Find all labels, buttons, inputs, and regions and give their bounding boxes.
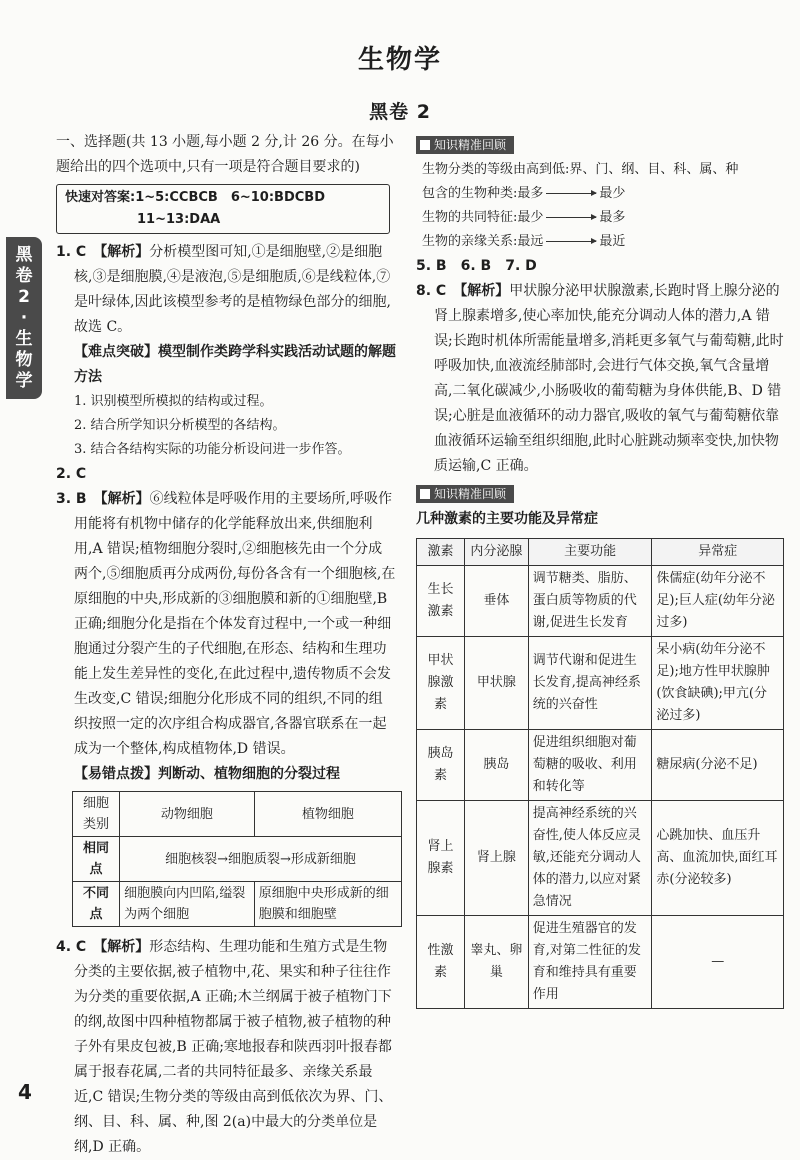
table-header: 细胞类别 xyxy=(73,792,120,837)
quick-answer-line1: 快速对答案:1~5:CCBCB 6~10:BDCBD xyxy=(65,190,325,205)
hormone-table xyxy=(416,538,784,1009)
page-title: 生物学 xyxy=(357,45,442,75)
quick-answer-box xyxy=(56,184,390,234)
table-cell: 胰岛 xyxy=(464,730,528,801)
arrow-right-icon xyxy=(546,241,596,242)
review-row xyxy=(422,206,784,230)
table-row xyxy=(417,539,784,566)
answer-text: 甲状腺分泌甲状腺激素,长跑时肾上腺分泌的肾上腺素增多,使心率加快,能充分调动人体的潜力,A 错误;长跑时机体所需能量增多,消耗更多氧气与葡萄糖,此时呼吸加快,血液流经肺部时,会进行气体交换,氧气含量增高,二氧化碳减少,小肠吸收的葡萄糖为身体供能,B、D 错误;心脏是血液循环的动力器官,吸收的氧气与葡萄糖依靠血液循环运输至组织细胞,此时心脏跳动频率变快,加快物质运输,C 正确。 xyxy=(434,283,784,474)
answer-q5: 5. B xyxy=(416,258,447,274)
side-tab-char: 学 xyxy=(15,370,33,391)
table-cell: 心跳加快、血压升高、血流加快,面红耳赤(分泌较多) xyxy=(652,801,784,916)
review-label: 生物的共同特征: xyxy=(422,210,518,225)
table-cell: 调节代谢和促进生长发育,提高神经系统的兴奋性 xyxy=(528,637,652,730)
table-row xyxy=(417,566,784,637)
table-row xyxy=(73,792,402,837)
tip-step: 3. 结合各结构实际的功能分析设问进一步作答。 xyxy=(74,442,351,457)
review-row xyxy=(422,230,784,254)
table-cell: 肾上腺 xyxy=(464,801,528,916)
table-cell: 细胞核裂→细胞质裂→形成新细胞 xyxy=(120,837,402,882)
table-cell: 性激素 xyxy=(417,916,465,1009)
answer-q4 xyxy=(56,935,396,1160)
table-cell: — xyxy=(652,916,784,1009)
answer-q7: 7. D xyxy=(505,258,537,274)
table-cell: 睾丸、卵巢 xyxy=(464,916,528,1009)
answer-label: 8. C 【解析】 xyxy=(416,283,510,299)
table-row xyxy=(417,637,784,730)
side-tab-char: · xyxy=(20,307,28,328)
answer-text: ⑥线粒体是呼吸作用的主要场所,呼吸作用能将有机物中储存的化学能释放出来,供细胞利用,A 错误;植物细胞分裂时,②细胞核先由一个分成两个,⑤细胞质再分成两份,每份各含有一个细胞核,在原细胞的中央,形成新的③细胞膜和新的①细胞壁,B 正确;细胞分化是指在个体发育过程中,一个或一种细胞通过分裂产生的子代细胞,在形态、结构和生理功能上发生差异性的变化,在此过程中,遗传物质不会发生改变,C 错误;细胞分化形成不同的组织,不同的组织按照一定的次序组合构成器官,各器官联系在一起成为一个整体,构成植物体,D 错误。 xyxy=(74,491,396,757)
table-cell: 糖尿病(分泌不足) xyxy=(652,730,784,801)
table-cell: 侏儒症(幼年分泌不足);巨人症(幼年分泌过多) xyxy=(652,566,784,637)
table-cell: 提高神经系统的兴奋性,使人体反应灵敏,还能充分调动人体的潜力,以应对紧急情况 xyxy=(528,801,652,916)
table-row xyxy=(73,837,402,882)
tip-title: 【易错点拨】判断动、植物细胞的分裂过程 xyxy=(74,766,340,782)
review-label: 生物的亲缘关系: xyxy=(422,234,518,249)
book-icon xyxy=(420,489,430,499)
quick-answer-line2: 11~13:DAA xyxy=(137,212,221,227)
table-cell: 细胞膜向内凹陷,缢裂为两个细胞 xyxy=(120,882,255,927)
table-cell: 促进生殖器官的发育,对第二性征的发育和维持具有重要作用 xyxy=(528,916,652,1009)
answer-q3 xyxy=(56,487,396,762)
table-title: 几种激素的主要功能及异常症 xyxy=(416,511,598,527)
header-label: 知识精准回顾 xyxy=(434,138,507,152)
answer-q6: 6. B xyxy=(460,258,492,274)
arrow-right-icon xyxy=(546,217,596,218)
review-row xyxy=(422,182,784,206)
table-cell: 相同点 xyxy=(73,837,120,882)
header-label: 知识精准回顾 xyxy=(434,487,507,501)
review-to: 最多 xyxy=(599,210,626,225)
knowledge-review-header xyxy=(416,136,514,154)
table-cell: 肾上腺素 xyxy=(417,801,465,916)
review-to: 最近 xyxy=(599,234,626,249)
review-line: 生物分类的等级由高到低:界、门、纲、目、科、属、种 xyxy=(422,162,739,177)
answer-q8 xyxy=(416,279,784,479)
tip-step: 1. 识别模型所模拟的结构或过程。 xyxy=(74,394,273,409)
answer-text: 形态结构、生理功能和生殖方式是生物分类的主要依据,被子植物中,花、果实和种子往往作为分类的重要依据,A 正确;木兰纲属于被子植物门下的纲,故图中四种植物都属于被子植物,被子植物的种子外有果皮包被,B 正确;寒地报春和陕西羽叶报春都属于报春花属,二者的共同特征最多、亲缘关系最近,C 错误;生物分类的等级由高到低依次为界、门、纲、目、科、属、种,图 2(a)中最大的分类单位是纲,D 正确。 xyxy=(74,939,393,1155)
table-cell: 不同点 xyxy=(73,882,120,927)
left-column xyxy=(56,130,396,1160)
answer-q1 xyxy=(56,240,396,340)
answer-q2: 2. C xyxy=(56,466,87,482)
answers-5-7 xyxy=(416,254,784,279)
table-cell: 甲状腺激素 xyxy=(417,637,465,730)
answer-text: 分析模型图可知,①是细胞壁,②是细胞核,③是细胞膜,④是液泡,⑤是细胞质,⑥是线粒体,⑦是叶绿体,因此该模型参考的是植物绿色部分的细胞,故选 C。 xyxy=(74,244,391,335)
page-number: 4 xyxy=(18,1080,32,1104)
side-tab-char: 生 xyxy=(15,328,33,349)
review-from: 最多 xyxy=(517,186,544,201)
side-tab-char: 2 xyxy=(18,286,30,307)
table-row xyxy=(417,916,784,1009)
table-cell: 呆小病(幼年分泌不足);地方性甲状腺肿(饮食缺碘);甲亢(分泌过多) xyxy=(652,637,784,730)
table-header: 植物细胞 xyxy=(254,792,401,837)
side-tab-char: 物 xyxy=(15,349,33,370)
table-row xyxy=(417,801,784,916)
table-cell: 原细胞中央形成新的细胞膜和细胞壁 xyxy=(254,882,401,927)
review-label: 包含的生物种类: xyxy=(422,186,518,201)
review-to: 最少 xyxy=(599,186,626,201)
table-header: 主要功能 xyxy=(528,539,652,566)
section-heading: 一、选择题(共 13 小题,每小题 2 分,计 26 分。在每小题给出的四个选项中,只有一项是符合题目要求的) xyxy=(56,134,394,175)
tip-step: 2. 结合所学知识分析模型的各结构。 xyxy=(74,418,286,433)
answer-label: 3. B 【解析】 xyxy=(56,491,150,507)
table-header: 内分泌腺 xyxy=(464,539,528,566)
table-cell: 生长激素 xyxy=(417,566,465,637)
book-icon xyxy=(420,140,430,150)
table-header: 异常症 xyxy=(652,539,784,566)
review-from: 最远 xyxy=(517,234,544,249)
answer-label: 4. C 【解析】 xyxy=(56,939,150,955)
table-row xyxy=(417,730,784,801)
table-cell: 甲状腺 xyxy=(464,637,528,730)
table-header: 动物细胞 xyxy=(120,792,255,837)
table-row xyxy=(73,882,402,927)
table-header: 激素 xyxy=(417,539,465,566)
table-cell: 促进组织细胞对葡萄糖的吸收、利用和转化等 xyxy=(528,730,652,801)
side-tab-char: 黑 xyxy=(15,244,33,265)
paper-subtitle: 黑卷 2 xyxy=(369,101,431,123)
review-from: 最少 xyxy=(517,210,544,225)
right-column xyxy=(416,130,784,1009)
knowledge-review xyxy=(416,158,784,254)
table-cell: 胰岛素 xyxy=(417,730,465,801)
side-tab-char: 卷 xyxy=(15,265,33,286)
knowledge-review-header xyxy=(416,485,514,503)
arrow-right-icon xyxy=(546,193,596,194)
side-tab xyxy=(6,237,42,399)
table-cell: 调节糖类、脂肪、蛋白质等物质的代谢,促进生长发育 xyxy=(528,566,652,637)
cell-division-table xyxy=(72,791,402,927)
tip-title: 【难点突破】模型制作类跨学科实践活动试题的解题方法 xyxy=(74,344,396,385)
answer-label: 1. C 【解析】 xyxy=(56,244,150,260)
table-cell: 垂体 xyxy=(464,566,528,637)
